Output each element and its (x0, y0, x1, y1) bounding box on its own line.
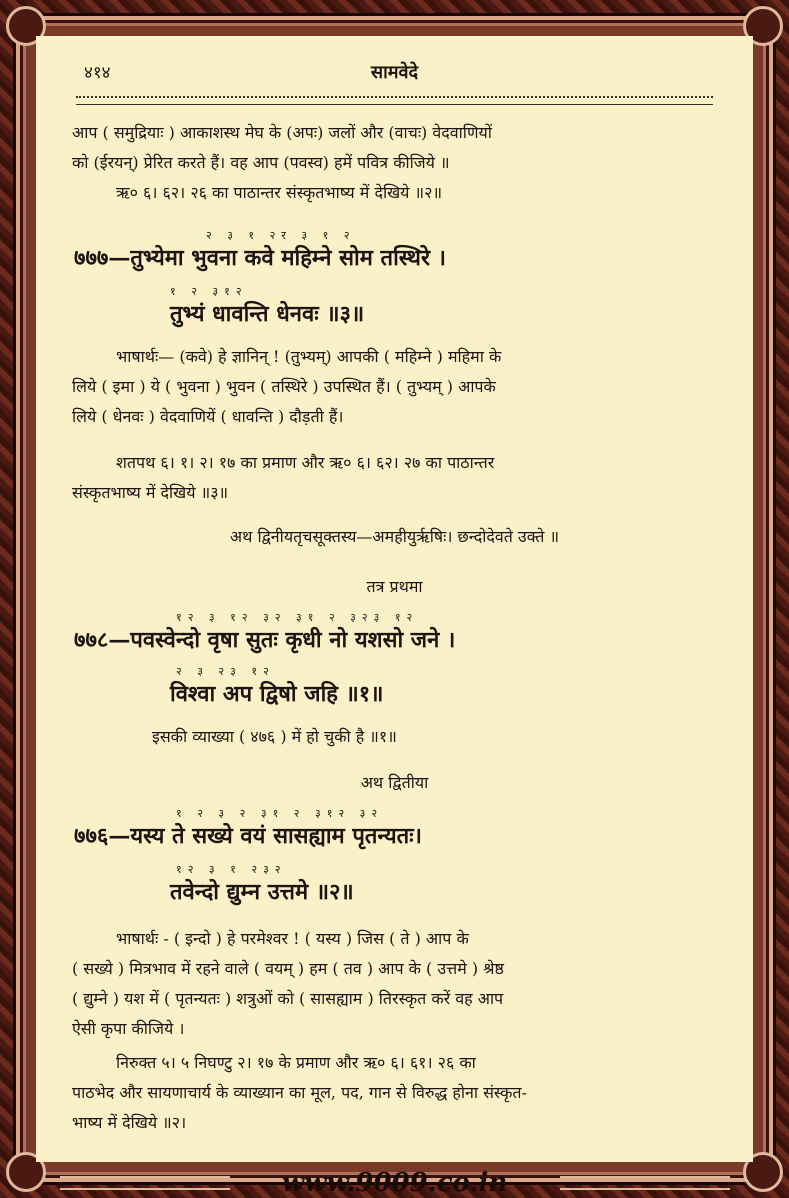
page-header (60, 56, 729, 84)
text-line: पाठभेद और सायणाचार्य के व्याख्यान का मूल, पद, गान से विरुद्ध होना संस्कृत- (72, 1083, 527, 1102)
book-page (36, 36, 753, 1162)
text-line: को (ईरयन्) प्रेरित करते हैं। वह आप (पवस्व) हमें पवित्र कीजिये ॥ (72, 153, 450, 172)
svara-marks: १२ ३ १ २३२ (176, 863, 287, 876)
text-line: ऐसी कृपा कीजिये । (72, 1019, 185, 1038)
paragraph-4: इसकी व्याख्या ( ४७६ ) में हो चुकी है ॥१॥ (152, 727, 397, 746)
paragraph-1 (72, 118, 717, 208)
paragraph-6 (72, 1048, 717, 1138)
section-heading: अथ द्वितीया (360, 773, 429, 792)
text-line: ( द्युम्ने ) यश में ( पृतन्यतः ) शत्रुओं को ( सासह्याम ) तिरस्कृत करें वह आप (72, 989, 504, 1008)
footer-url: www.9009.co.in (281, 1168, 508, 1198)
text-line: भाषार्थः— (कवे) हे ज्ञानिन् ! (तुभ्यम्) आपकी ( महिम्ने ) महिमा के (116, 347, 502, 366)
svara-marks: १ २ ३ २ ३१ २ ३१२ ३२ (176, 807, 384, 820)
mantra-779-line-2: तवेन्दो द्युम्न उत्तमे ॥२॥ (170, 879, 354, 905)
mantra-779-line-1: ७७६—यस्य ते सख्ये वयं सासह्याम पृतन्यतः। (74, 823, 422, 849)
text-line: भाषार्थः - ( इन्दो ) हे परमेश्वर ! ( यस्य ) जिस ( ते ) आप के (116, 929, 469, 948)
text-line: आप ( समुद्रियाः ) आकाशस्थ मेघ के (अपः) जलों और (वाचः) वेदवाणियों (72, 123, 492, 142)
page-number: ४१४ (84, 63, 111, 83)
text-line: लिये ( धेनवः ) वेदवाणियें ( धावन्ति ) दौड़ती हैं। (72, 407, 344, 426)
svara-marks: २ ३ १ २र ३ १ २ (206, 229, 356, 242)
text-line: संस्कृतभाष्य में देखिये ॥३॥ (72, 483, 229, 502)
svara-marks: २ ३ २३ १२ (176, 665, 275, 678)
section-heading: तत्र प्रथमा (366, 577, 423, 596)
svara-marks: १ २ ३१२ (170, 285, 248, 298)
mantra-778-line-1: ७७८—पवस्वेन्दो वृषा सुतः कृधी नो यशसो जने । (74, 627, 456, 653)
text-line: शतपथ ६। १। २। १७ का प्रमाण और ऋ० ६। ६२। २७ का पाठान्तर (116, 453, 495, 472)
mantra-777-line-2: तुभ्यं धावन्ति धेनवः ॥३॥ (170, 301, 365, 327)
text-line: लिये ( इमा ) ये ( भुवना ) भुवन ( तस्थिरे ) उपस्थित हैं। ( तुभ्यम् ) आपके (72, 377, 496, 396)
sukta-intro: अथ द्विनीयतृचसूक्तस्य—अमहीयुर्ऋषिः। छन्दोदेवते उक्ते ॥ (229, 527, 560, 546)
paragraph-2 (72, 342, 717, 432)
text-line: भाष्य में देखिये ॥२। (72, 1113, 187, 1132)
mantra-777-line-1: ७७७—तुभ्येमा भुवना कवे महिम्ने सोम तस्थिरे । (74, 245, 446, 271)
mantra-778-line-2: विश्वा अप द्विषो जहि ॥१॥ (170, 681, 384, 707)
paragraph-3 (72, 448, 717, 508)
text-line: ऋ० ६। ६२। २६ का पाठान्तर संस्कृतभाष्य में देखिये ॥२॥ (116, 183, 443, 202)
text-line: ( सख्ये ) मित्रभाव में रहने वाले ( वयम् ) हम ( तव ) आप के ( उत्तमे ) श्रेष्ठ (72, 959, 504, 978)
svara-marks: १२ ३ १२ ३२ ३१ २ ३२३ १२ (176, 611, 419, 624)
page-title: सामवेदे (370, 62, 419, 83)
header-ornament-rule (76, 96, 713, 105)
text-line: निरुक्त ५। ५ निघण्टु २। १७ के प्रमाण और ऋ० ६। ६१। २६ का (116, 1053, 476, 1072)
paragraph-5 (72, 924, 717, 1044)
